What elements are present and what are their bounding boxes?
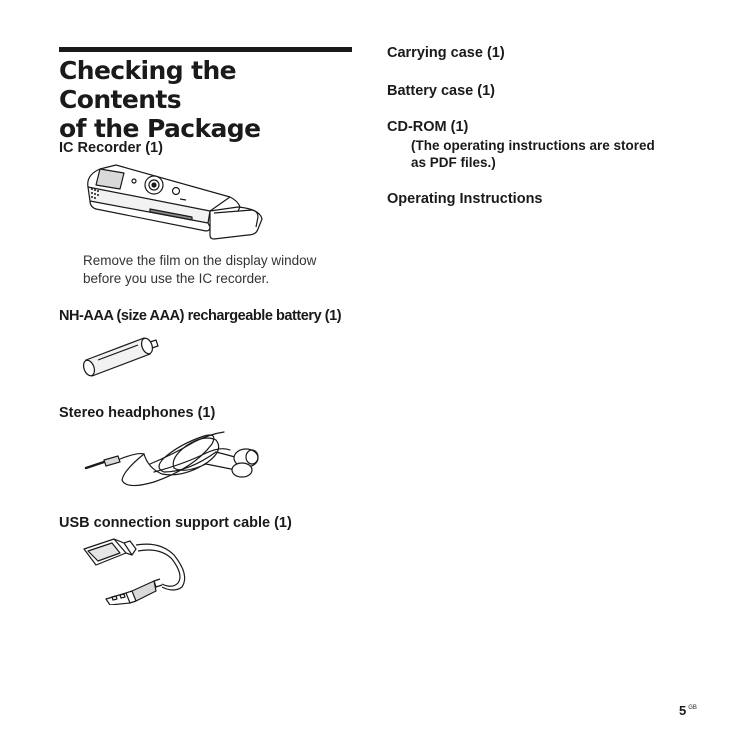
- page-number: [679, 703, 697, 718]
- ic-recorder-illustration: [80, 163, 266, 245]
- page-title-line-1: Checking the Contents: [59, 56, 237, 114]
- usb-cable-heading: USB connection support cable (1): [59, 515, 292, 531]
- film-note: [83, 252, 316, 288]
- film-note-line-1: Remove the film on the display window: [83, 253, 317, 268]
- film-note-line-2: before you use the IC recorder.: [83, 271, 270, 286]
- cd-rom-note: [411, 137, 655, 171]
- usb-cable-illustration: [80, 535, 195, 605]
- headphones-illustration: [84, 424, 264, 490]
- ic-recorder-heading: IC Recorder (1): [59, 140, 163, 156]
- carrying-case-heading: Carrying case (1): [387, 45, 505, 61]
- operating-instructions-heading: Operating Instructions: [387, 191, 543, 207]
- page-number-suffix: GB: [688, 705, 697, 711]
- title-rule: [59, 47, 352, 52]
- battery-case-heading: Battery case (1): [387, 83, 495, 99]
- headphones-heading: Stereo headphones (1): [59, 405, 216, 421]
- page-title-line-2: of the Package: [59, 114, 261, 143]
- page-number-value: 5: [679, 703, 687, 718]
- cd-rom-note-line-2: as PDF files.): [411, 155, 496, 170]
- cd-rom-note-line-1: (The operating instructions are stored: [411, 138, 655, 153]
- page-title: [59, 56, 359, 143]
- battery-heading: NH-AAA (size AAA) rechargeable battery (1): [59, 308, 342, 324]
- battery-illustration: [80, 332, 162, 378]
- cd-rom-heading: CD-ROM (1): [387, 119, 469, 135]
